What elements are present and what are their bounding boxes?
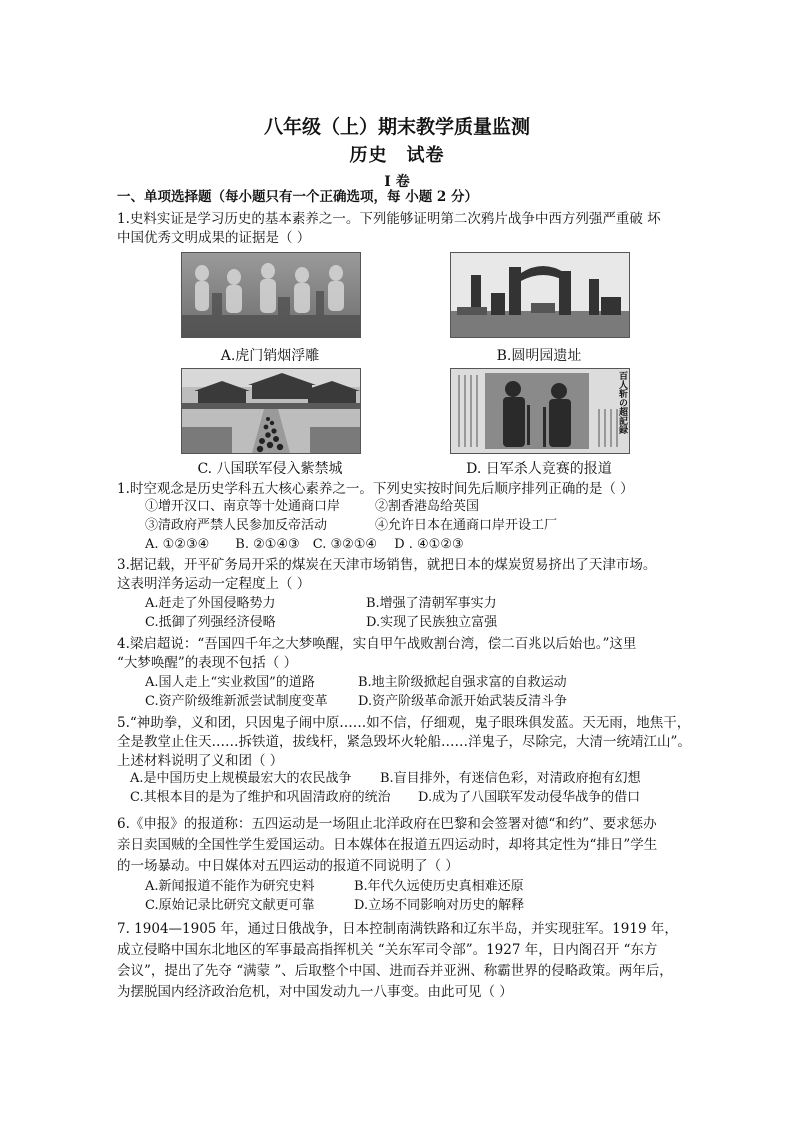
q6-option-a: A.新闻报道不能作为研究史料	[145, 879, 315, 894]
exam-volume: I 卷	[384, 174, 410, 190]
q6-stem-line1: 6.《申报》的报道称：五四运动是一场阻止北洋政府在巴黎和会签署对德“和约”、要求惩办	[117, 816, 657, 832]
q6-option-c: C.原始记录比研究文献更可靠	[145, 898, 315, 913]
relief-image	[181, 252, 361, 338]
q2-item-4: ④允许日本在通商口岸开设工厂	[375, 518, 558, 533]
q2-options: A. ①②③④ B. ②①④③ C. ③②①④ D . ④①②③	[145, 537, 464, 552]
exam-subject: 历史 试卷	[349, 145, 445, 166]
q6-option-b: B.年代久远使历史真相难还原	[354, 879, 524, 894]
q4-option-a: A.国人走上“实业救国”的道路	[145, 675, 315, 690]
q2-stem: 1.时空观念是历史学科五大核心素养之一。下列史实按时间先后顺序排列正确的是（ ）	[117, 481, 634, 497]
q5-option-b: B.盲目排外，有迷信色彩，对清政府抱有幻想	[380, 771, 641, 786]
image-d-caption: D. 日军杀人竞赛的报道	[466, 461, 612, 477]
image-b-caption: B.圆明园遗址	[496, 348, 582, 364]
q6-option-d: D.立场不同影响对历史的解释	[354, 898, 525, 913]
q3-option-a: A.赶走了外国侵略势力	[145, 596, 276, 611]
q5-stem-line1: 5.“神助拳，义和团，只因鬼子闹中原……如不信，仔细观，鬼子眼珠俱发蓝。天无雨，地焦干，	[117, 715, 691, 731]
q4-option-d: D.资产阶级革命派开始武装反清斗争	[358, 694, 568, 709]
q4-option-b: B.地主阶级掀起自强求富的自救运动	[358, 675, 567, 690]
q3-stem-line2: 这表明洋务运动一定程度上（ ）	[117, 576, 311, 592]
newspaper-headline: 百人斩の超記録	[617, 371, 627, 434]
q7-stem-line4: 为摆脱国内经济政治危机，对中国发动九一八事变。由此可见（ ）	[117, 984, 513, 1000]
q7-stem-line3: 会议”，提出了先夺 “满蒙 ”、后取整个中国、进而吞并亚洲、称霸世界的侵略政策。两年后，	[117, 963, 673, 979]
q2-item-3: ③清政府严禁人民参加反帝活动	[145, 518, 328, 533]
forbidden-city-image	[181, 368, 361, 454]
q1-stem-line2: 中国优秀文明成果的证据是（ ）	[117, 230, 311, 246]
q5-stem-line2: 全是教堂止住天……拆铁道，拔线杆，紧急毁坏火轮船……洋鬼子，尽除完，大清一统靖江山”。	[117, 734, 691, 750]
q1-stem-line1: 1.史料实证是学习历史的基本素养之一。下列能够证明第二次鸦片战争中西方列强严重破 坏	[117, 211, 661, 227]
q3-option-d: D.实现了民族独立富强	[366, 615, 498, 630]
q3-option-c: C.抵御了列强经济侵略	[145, 615, 276, 630]
q5-option-a: A.是中国历史上规模最宏大的农民战争	[130, 771, 352, 786]
q7-stem-line1: 7. 1904—1905 年，通过日俄战争，日本控制南满铁路和辽东半岛，并实现驻军。1919 年，	[117, 921, 678, 937]
q4-option-c: C.资产阶级维新派尝试制度变革	[145, 694, 328, 709]
newspaper-image	[450, 368, 630, 454]
q4-stem-line1: 4.梁启超说：“吾国四千年之大梦唤醒，实自甲午战败割台湾，偿二百兆以后始也。”这里	[117, 636, 637, 652]
q5-stem-line3: 上述材料说明了义和团（ ）	[117, 753, 284, 769]
image-c-caption: C. 八国联军侵入紫禁城	[197, 461, 343, 477]
q6-stem-line3: 的一场暴动。中日媒体对五四运动的报道不同说明了（ ）	[117, 858, 459, 874]
q5-option-d: D.成为了八国联军发动侵华战争的借口	[418, 790, 641, 805]
q6-stem-line2: 亲日卖国贼的全国性学生爱国运动。日本媒体在报道五四运动时，却将其定性为“排日”学生	[117, 837, 658, 853]
q7-stem-line2: 成立侵略中国东北地区的军事最高指挥机关 “关东军司令部”。1927 年，日内阁召开 “东方	[117, 942, 658, 958]
q5-option-c: C.其根本目的是为了维护和巩固清政府的统治	[130, 790, 391, 805]
ruins-image	[450, 252, 630, 338]
section-heading: 一、单项选择题（每小题只有一个正确选项，每 小题 2 分）	[117, 189, 478, 205]
q2-item-2: ②割香港岛给英国	[375, 499, 480, 514]
q4-stem-line2: “大梦唤醒”的表现不包括（ ）	[117, 655, 298, 671]
q2-item-1: ①增开汉口、南京等十处通商口岸	[145, 499, 341, 514]
image-a-caption: A.虎门销烟浮雕	[220, 348, 320, 364]
exam-title: 八年级（上）期末教学质量监测	[263, 116, 530, 138]
q3-option-b: B.增强了清朝军事实力	[366, 596, 497, 611]
q3-stem-line1: 3.据记载，开平矿务局开采的煤炭在天津市场销售，就把日本的煤炭贸易挤出了天津市场。	[117, 557, 657, 573]
